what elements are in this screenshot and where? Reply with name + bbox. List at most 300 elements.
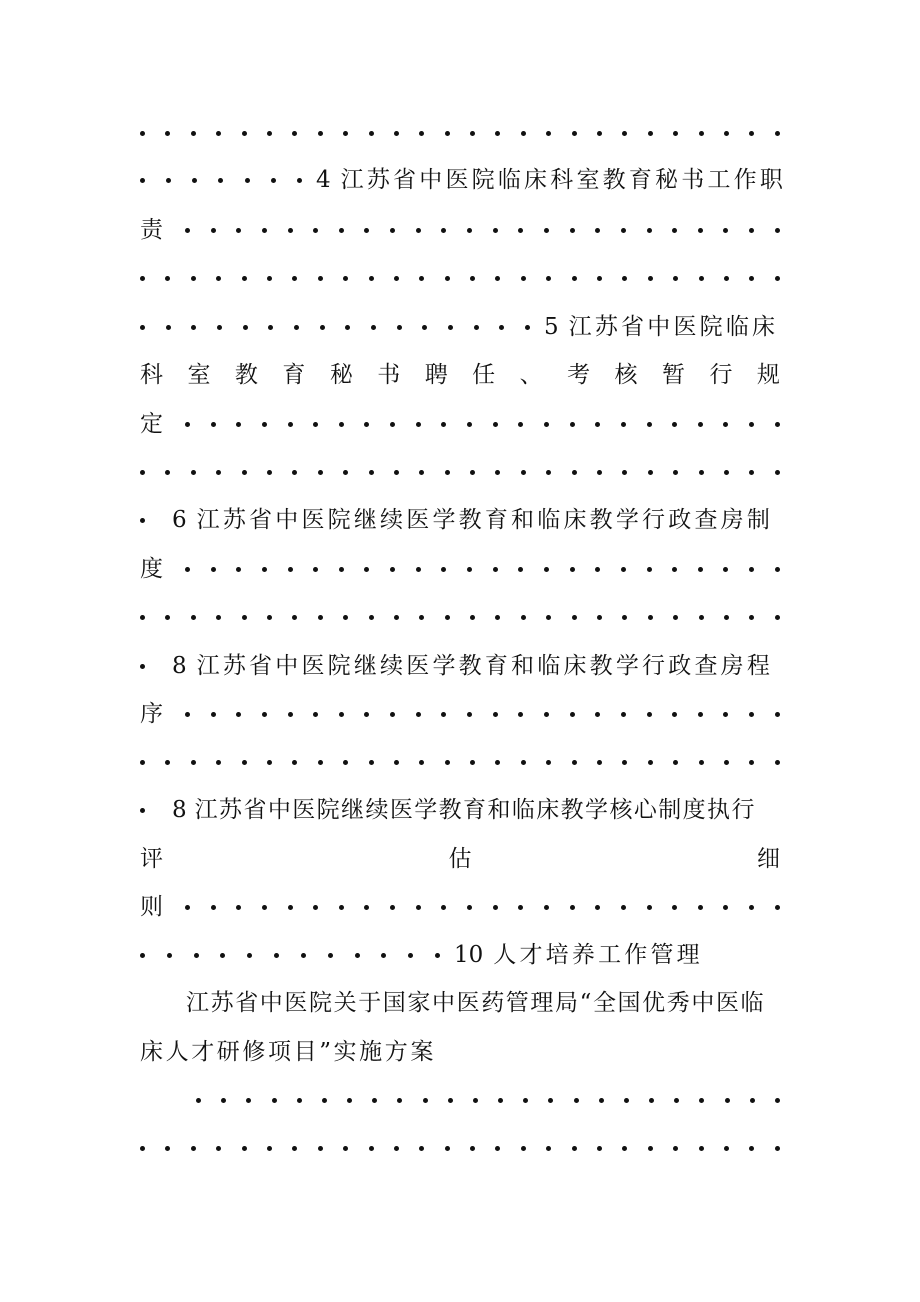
leader-dot — [288, 228, 293, 233]
leader-dot — [445, 1146, 450, 1151]
leader-dot — [218, 178, 223, 183]
leader-dot — [140, 664, 145, 669]
toc-entry-title: 江苏省中医院临床科室教育秘书工作职 — [340, 167, 787, 193]
leader-dot — [525, 325, 530, 330]
leader-dot — [723, 422, 728, 427]
leader-dot — [493, 712, 498, 717]
toc-char: 估 — [448, 846, 472, 872]
leader-dot — [271, 178, 276, 183]
leader-dot — [595, 422, 600, 427]
leader-dot — [313, 567, 318, 572]
leader-dot — [216, 470, 221, 475]
leader-dot — [546, 1146, 551, 1151]
leader-dot — [288, 712, 293, 717]
leader-dot — [191, 615, 196, 620]
leader-dot — [495, 470, 500, 475]
leader-dot — [416, 422, 421, 427]
leader-dot — [419, 1146, 424, 1151]
dot-leader — [185, 712, 780, 717]
leader-dot — [775, 905, 780, 910]
toc-entry-title: 人才培养工作管理 — [493, 942, 703, 968]
leader-dot — [518, 422, 523, 427]
leader-dot — [725, 1098, 730, 1103]
leader-dot — [216, 131, 221, 136]
leader-dot — [185, 712, 190, 717]
leader-dot — [572, 1146, 577, 1151]
leader-dot — [474, 325, 479, 330]
leader-dot — [185, 905, 190, 910]
leader-dot — [672, 422, 677, 427]
leader-dot — [775, 567, 780, 572]
leader-dot — [672, 905, 677, 910]
leader-dot — [698, 905, 703, 910]
leader-dot — [521, 1146, 526, 1151]
leader-dot — [140, 808, 145, 813]
leader-dot — [216, 276, 221, 281]
leader-dot — [572, 470, 577, 475]
leader-dot — [364, 567, 369, 572]
toc-entry-title-end: 则 — [140, 894, 163, 920]
leader-dot — [445, 470, 450, 475]
leader-dot — [498, 1098, 503, 1103]
leader-dot — [292, 1146, 297, 1151]
leader-dot — [313, 712, 318, 717]
leader-dot — [445, 760, 450, 765]
leader-dot — [699, 131, 704, 136]
leader-dot — [724, 1146, 729, 1151]
leader-dot — [267, 470, 272, 475]
leader-dot — [288, 422, 293, 427]
leader-dot — [441, 422, 446, 427]
leader-dot — [621, 228, 626, 233]
leader-dot — [521, 615, 526, 620]
leader-dot — [621, 567, 626, 572]
leader-dot — [369, 615, 374, 620]
toc-char: 核 — [614, 362, 638, 388]
leader-dot — [750, 1098, 755, 1103]
leader-dot — [749, 228, 754, 233]
leader-dot — [673, 470, 678, 475]
toc-page-number: 4 — [316, 167, 331, 193]
leader-dot — [775, 422, 780, 427]
leader-dot — [236, 712, 241, 717]
leader-dot — [622, 760, 627, 765]
leader-dot — [318, 470, 323, 475]
dot-leader — [140, 276, 780, 281]
leader-dot — [647, 422, 652, 427]
leader-dot — [297, 178, 302, 183]
toc-entry-title-end: 定 — [140, 411, 163, 437]
leader-dot — [216, 760, 221, 765]
toc-leader-line — [140, 1128, 780, 1168]
leader-dot — [673, 131, 678, 136]
leader-dot — [673, 1146, 678, 1151]
leader-dot — [339, 422, 344, 427]
leader-dot — [470, 1146, 475, 1151]
leader-dot — [328, 953, 333, 958]
leader-dot — [394, 760, 399, 765]
leader-dot — [243, 325, 248, 330]
leader-dot — [390, 422, 395, 427]
leader-dot — [140, 518, 145, 523]
leader-dot — [236, 905, 241, 910]
toc-entry-8b[interactable] — [140, 790, 780, 830]
leader-dot — [723, 567, 728, 572]
leader-dot — [445, 131, 450, 136]
leader-dot — [397, 325, 402, 330]
leader-dot — [467, 905, 472, 910]
toc-page-number: 10 — [454, 942, 484, 968]
toc-char: 考 — [567, 362, 591, 388]
leader-dot — [595, 567, 600, 572]
leader-dot — [574, 1098, 579, 1103]
leader-dot — [546, 760, 551, 765]
leader-dot — [191, 760, 196, 765]
leader-dot — [775, 712, 780, 717]
leader-dot — [343, 470, 348, 475]
toc-char: 室 — [187, 362, 211, 388]
leader-dot — [165, 276, 170, 281]
leader-dot — [166, 178, 171, 183]
leader-dot — [339, 905, 344, 910]
toc-page-number: 8 — [172, 653, 187, 679]
leader-dot — [470, 615, 475, 620]
leader-dot — [292, 131, 297, 136]
leader-dot — [196, 1098, 201, 1103]
leader-dot — [749, 470, 754, 475]
leader-dot — [416, 712, 421, 717]
toc-entry-title: 江苏省中医院临床 — [568, 314, 779, 340]
leader-dot — [647, 712, 652, 717]
leader-dot — [470, 760, 475, 765]
dot-leader — [140, 760, 780, 765]
leader-dot — [749, 567, 754, 572]
leader-dot — [394, 276, 399, 281]
leader-dot — [140, 1146, 145, 1151]
toc-char: 秘 — [329, 362, 353, 388]
leader-dot — [394, 1146, 399, 1151]
leader-dot — [262, 567, 267, 572]
dot-leader — [185, 422, 780, 427]
toc-leader-line — [140, 258, 780, 298]
leader-dot — [267, 760, 272, 765]
toc-page-number: 5 — [544, 314, 559, 340]
leader-dot — [166, 325, 171, 330]
leader-dot — [749, 712, 754, 717]
toc-entry-4[interactable] — [140, 160, 787, 200]
leader-dot — [648, 470, 653, 475]
leader-dot — [397, 1098, 402, 1103]
leader-dot — [211, 422, 216, 427]
leader-dot — [165, 760, 170, 765]
leader-dot — [775, 276, 780, 281]
dot-leader — [185, 567, 780, 572]
leader-dot — [408, 953, 413, 958]
toc-entry-4-continued — [140, 210, 780, 250]
leader-dot — [544, 905, 549, 910]
leader-dot — [749, 615, 754, 620]
leader-dot — [521, 470, 526, 475]
leader-dot — [470, 470, 475, 475]
leader-dot — [518, 567, 523, 572]
dot-leader — [140, 518, 154, 523]
leader-dot — [292, 276, 297, 281]
toc-entry-title: 江苏省中医院继续医学教育和临床教学行政查房程 — [196, 653, 774, 679]
leader-dot — [165, 470, 170, 475]
leader-dot — [167, 953, 172, 958]
toc-leader-line — [140, 597, 780, 637]
leader-dot — [775, 1098, 780, 1103]
leader-dot — [749, 1146, 754, 1151]
leader-dot — [423, 1098, 428, 1103]
leader-dot — [381, 953, 386, 958]
leader-dot — [211, 567, 216, 572]
leader-dot — [416, 905, 421, 910]
leader-dot — [749, 276, 754, 281]
toc-char: 、 — [519, 362, 543, 388]
toc-page-number: 6 — [172, 507, 187, 533]
leader-dot — [698, 422, 703, 427]
leader-dot — [435, 953, 440, 958]
leader-dot — [699, 1146, 704, 1151]
toc-entry-8b-continued — [140, 839, 780, 879]
leader-dot — [369, 1146, 374, 1151]
leader-dot — [572, 615, 577, 620]
leader-dot — [320, 325, 325, 330]
leader-dot — [441, 228, 446, 233]
leader-dot — [597, 470, 602, 475]
leader-dot — [621, 422, 626, 427]
paragraph-line — [140, 1032, 780, 1072]
leader-dot — [192, 178, 197, 183]
leader-dot — [191, 276, 196, 281]
leader-dot — [211, 712, 216, 717]
leader-dot — [699, 1098, 704, 1103]
leader-dot — [699, 470, 704, 475]
leader-dot — [140, 953, 145, 958]
leader-dot — [673, 760, 678, 765]
leader-dot — [242, 760, 247, 765]
dot-leader — [140, 615, 780, 620]
leader-dot — [194, 953, 199, 958]
leader-dot — [301, 953, 306, 958]
leader-dot — [371, 325, 376, 330]
leader-dot — [221, 1098, 226, 1103]
leader-dot — [245, 178, 250, 183]
leader-dot — [495, 1146, 500, 1151]
leader-dot — [364, 422, 369, 427]
leader-dot — [216, 1146, 221, 1151]
leader-dot — [699, 760, 704, 765]
leader-dot — [313, 422, 318, 427]
leader-dot — [570, 228, 575, 233]
leader-dot — [390, 228, 395, 233]
leader-dot — [597, 131, 602, 136]
leader-dot — [292, 470, 297, 475]
dot-leader — [140, 131, 780, 136]
leader-dot — [473, 1098, 478, 1103]
leader-dot — [318, 1146, 323, 1151]
dot-leader — [140, 953, 440, 958]
leader-dot — [211, 905, 216, 910]
leader-dot — [672, 228, 677, 233]
toc-entry-6[interactable] — [140, 500, 780, 540]
leader-dot — [467, 422, 472, 427]
leader-dot — [288, 567, 293, 572]
dot-leader — [185, 905, 780, 910]
leader-dot — [369, 470, 374, 475]
leader-dot — [597, 760, 602, 765]
leader-dot — [364, 712, 369, 717]
leader-dot — [343, 760, 348, 765]
leader-dot — [544, 422, 549, 427]
leader-dot — [495, 276, 500, 281]
toc-entry-5-continued — [140, 355, 780, 395]
leader-dot — [518, 905, 523, 910]
leader-dot — [724, 615, 729, 620]
leader-dot — [470, 276, 475, 281]
toc-leader-line — [140, 452, 780, 492]
leader-dot — [185, 422, 190, 427]
leader-dot — [419, 276, 424, 281]
dot-leader — [140, 178, 302, 183]
leader-dot — [313, 905, 318, 910]
leader-dot — [339, 567, 344, 572]
leader-dot — [570, 567, 575, 572]
toc-char: 行 — [709, 362, 733, 388]
leader-dot — [343, 615, 348, 620]
leader-dot — [647, 567, 652, 572]
leader-dot — [165, 615, 170, 620]
leader-dot — [267, 131, 272, 136]
leader-dot — [570, 712, 575, 717]
toc-char: 教 — [234, 362, 258, 388]
toc-entry-title-end: 度 — [140, 556, 163, 582]
leader-dot — [724, 760, 729, 765]
leader-dot — [723, 905, 728, 910]
leader-dot — [343, 1146, 348, 1151]
dot-leader — [140, 325, 530, 330]
leader-dot — [495, 615, 500, 620]
leader-dot — [495, 760, 500, 765]
leader-dot — [242, 131, 247, 136]
leader-dot — [467, 567, 472, 572]
leader-dot — [493, 905, 498, 910]
leader-dot — [622, 470, 627, 475]
toc-entry-title: 江苏省中医院继续医学教育和临床教学行政查房制 — [196, 507, 774, 533]
leader-dot — [775, 1146, 780, 1151]
leader-dot — [724, 470, 729, 475]
leader-dot — [724, 131, 729, 136]
leader-dot — [390, 567, 395, 572]
leader-dot — [318, 131, 323, 136]
leader-dot — [217, 325, 222, 330]
leader-dot — [775, 228, 780, 233]
leader-dot — [390, 905, 395, 910]
leader-dot — [572, 760, 577, 765]
leader-dot — [648, 131, 653, 136]
leader-dot — [242, 615, 247, 620]
leader-dot — [297, 1098, 302, 1103]
leader-dot — [419, 131, 424, 136]
leader-dot — [521, 131, 526, 136]
leader-dot — [372, 1098, 377, 1103]
dot-leader — [140, 1146, 780, 1151]
leader-dot — [493, 422, 498, 427]
leader-dot — [775, 131, 780, 136]
leader-dot — [262, 422, 267, 427]
toc-char: 任 — [472, 362, 496, 388]
leader-dot — [140, 615, 145, 620]
leader-dot — [343, 276, 348, 281]
leader-dot — [191, 470, 196, 475]
dot-leader — [140, 470, 780, 475]
dot-leader — [185, 228, 780, 233]
leader-dot — [648, 615, 653, 620]
leader-dot — [419, 615, 424, 620]
leader-dot — [499, 325, 504, 330]
leader-dot — [394, 131, 399, 136]
leader-dot — [622, 276, 627, 281]
leader-dot — [724, 276, 729, 281]
leader-dot — [775, 615, 780, 620]
leader-dot — [672, 567, 677, 572]
toc-char: 书 — [377, 362, 401, 388]
leader-dot — [570, 905, 575, 910]
leader-dot — [416, 228, 421, 233]
leader-dot — [364, 905, 369, 910]
leader-dot — [322, 1098, 327, 1103]
leader-dot — [262, 228, 267, 233]
leader-dot — [292, 760, 297, 765]
toc-entry-8a[interactable] — [140, 646, 780, 686]
leader-dot — [220, 953, 225, 958]
toc-entry-5[interactable] — [140, 307, 780, 347]
leader-dot — [211, 228, 216, 233]
leader-dot — [470, 131, 475, 136]
leader-dot — [242, 1146, 247, 1151]
leader-dot — [699, 276, 704, 281]
leader-dot — [216, 615, 221, 620]
toc-char: 科 — [140, 362, 163, 388]
leader-dot — [185, 228, 190, 233]
leader-dot — [441, 712, 446, 717]
toc-leader-line — [140, 742, 780, 782]
paragraph-text: 床人才研修项目”实施方案 — [140, 1039, 436, 1065]
leader-dot — [422, 325, 427, 330]
leader-dot — [191, 325, 196, 330]
leader-dot — [544, 567, 549, 572]
toc-entry-title: 江苏省中医院继续医学教育和临床教学核心制度执行 — [194, 797, 756, 823]
leader-dot — [544, 228, 549, 233]
toc-page-number: 8 — [172, 797, 187, 823]
leader-dot — [595, 905, 600, 910]
leader-dot — [699, 615, 704, 620]
leader-dot — [339, 228, 344, 233]
toc-entry-10[interactable] — [140, 935, 720, 975]
leader-dot — [236, 567, 241, 572]
leader-dot — [364, 228, 369, 233]
leader-dot — [775, 760, 780, 765]
leader-dot — [775, 470, 780, 475]
leader-dot — [723, 712, 728, 717]
leader-dot — [597, 1146, 602, 1151]
leader-dot — [647, 905, 652, 910]
leader-dot — [140, 131, 145, 136]
leader-dot — [355, 953, 360, 958]
toc-char: 规 — [756, 362, 780, 388]
leader-dot — [236, 228, 241, 233]
